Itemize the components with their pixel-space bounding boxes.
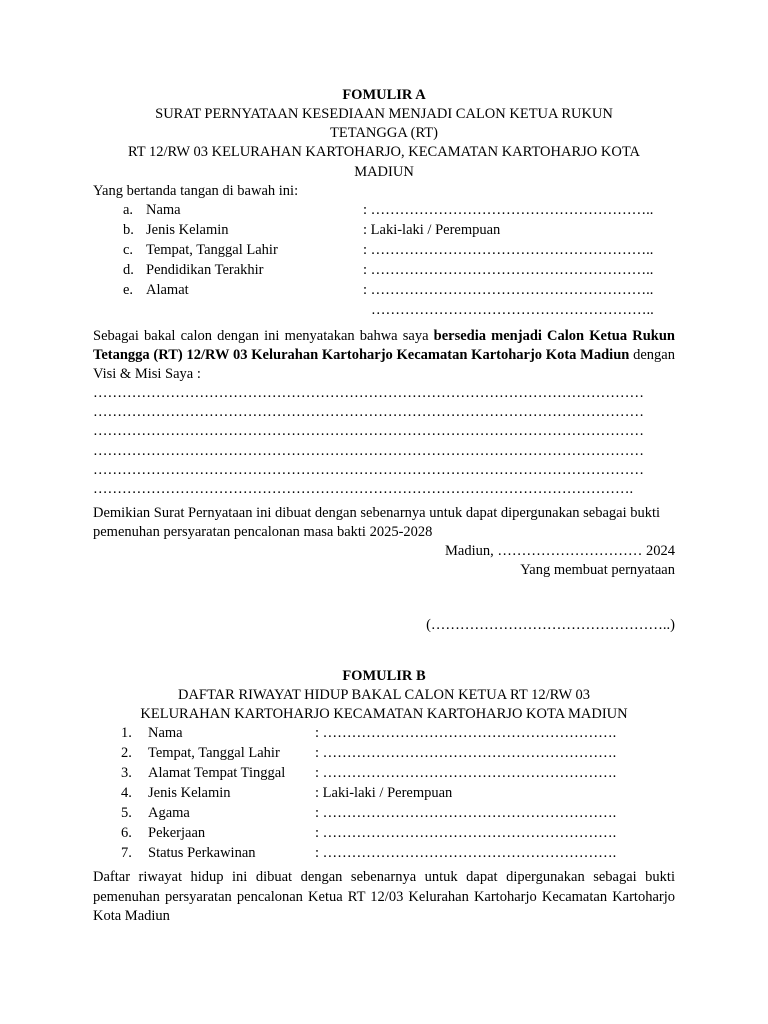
place-date[interactable]: Madiun, ………………………… 2024: [445, 543, 675, 560]
field-number: 7.: [121, 845, 132, 862]
field-label: Jenis Kelamin: [146, 221, 229, 238]
form-a-field-birth: [93, 241, 675, 261]
vision-line[interactable]: ……………………………………………………………………………………………………: [93, 423, 644, 440]
field-marker: d.: [123, 261, 134, 278]
field-number: 5.: [121, 805, 132, 822]
form-a-field-name: [93, 201, 675, 221]
field-label: Alamat Tempat Tinggal: [148, 765, 286, 782]
field-label: Tempat, Tanggal Lahir: [148, 745, 280, 762]
field-value[interactable]: : …………………………………………………..: [363, 261, 654, 278]
field-number: 4.: [121, 785, 132, 802]
form-b-field-religion: [93, 804, 675, 824]
form-a-closing: Demikian Surat Pernyataan ini dibuat dengan sebenarnya untuk dapat dipergunakan sebagai bukti pemenuhan persyaratan pencalonan masa bakti 2025-2028: [93, 504, 661, 540]
form-b-field-birth: [93, 744, 675, 764]
field-value[interactable]: : …………………………………………………..: [363, 281, 654, 298]
field-number: 1.: [121, 725, 132, 742]
vision-line[interactable]: ……………………………………………………………………………………………………: [93, 404, 644, 421]
field-value[interactable]: : …………………………………………………….: [315, 745, 617, 762]
field-value[interactable]: …………………………………………………..: [371, 301, 654, 318]
form-b-closing: Daftar riwayat hidup ini dibuat dengan sebenarnya untuk dapat dipergunakan sebagai bukti pemenuhan persyaratan pencalonan Ketua RT 12/03 Kelurahan Kartoharjo Kecamatan Kartoharjo Kota Madiun: [93, 869, 675, 924]
field-number: 6.: [121, 825, 132, 842]
statement-text-suffix: dengan Visi & Misi Saya :: [93, 346, 675, 382]
form-b-title: FOMULIR B: [342, 668, 426, 684]
field-marker: e.: [123, 281, 134, 298]
form-b-field-marital-status: [93, 844, 675, 864]
signature-line[interactable]: (…………………………………………..): [426, 617, 675, 634]
field-marker: b.: [123, 221, 134, 238]
form-b: [93, 667, 675, 926]
vision-mission-lines: [93, 384, 675, 499]
form-a-subtitle-2: RT 12/RW 03 KELURAHAN KARTOHARJO, KECAMATAN KARTOHARJO KOTA MADIUN: [128, 144, 640, 180]
field-label: Jenis Kelamin: [148, 785, 231, 802]
field-label: Nama: [146, 201, 181, 218]
field-label: Pendidikan Terakhir: [146, 261, 264, 278]
vision-line[interactable]: ……………………………………………………………………………………………………: [93, 442, 644, 459]
form-a: [93, 86, 675, 636]
form-a-statement: [93, 327, 675, 384]
field-marker: c.: [123, 241, 134, 258]
field-label: Agama: [148, 805, 190, 822]
form-a-field-gender: [93, 221, 675, 241]
form-b-subtitle-1: DAFTAR RIWAYAT HIDUP BAKAL CALON KETUA RT 12/RW 03: [177, 687, 591, 704]
field-value[interactable]: : …………………………………………………….: [315, 825, 617, 842]
signer-label: Yang membuat pernyataan: [520, 562, 675, 579]
form-a-field-education: [93, 261, 675, 281]
form-b-field-name: [93, 724, 675, 744]
field-value[interactable]: : …………………………………………………..: [363, 241, 654, 258]
field-value[interactable]: : …………………………………………………….: [315, 845, 617, 862]
field-label: Pekerjaan: [148, 825, 206, 842]
form-b-field-list: [93, 724, 675, 864]
form-a-subtitle-1: SURAT PERNYATAAN KESEDIAAN MENJADI CALON KETUA RUKUN TETANGGA (RT): [155, 106, 613, 142]
form-b-field-gender: [93, 784, 675, 804]
field-number: 3.: [121, 765, 132, 782]
form-a-field-address: [93, 281, 675, 301]
form-b-field-occupation: [93, 824, 675, 844]
vision-line[interactable]: ……………………………………………………………………………………………………: [93, 385, 644, 402]
field-label: Status Perkawinan: [148, 845, 256, 862]
form-a-title: FOMULIR A: [342, 87, 426, 103]
field-marker: a.: [123, 201, 134, 218]
field-value[interactable]: : …………………………………………………….: [315, 805, 617, 822]
field-value[interactable]: : …………………………………………………….: [315, 765, 617, 782]
statement-text: Sebagai bakal calon dengan ini menyatakan bahwa saya: [93, 327, 434, 344]
form-a-field-address-continuation: [93, 301, 675, 321]
field-label: Tempat, Tanggal Lahir: [146, 241, 278, 258]
form-b-subtitle-2: KELURAHAN KARTOHARJO KECAMATAN KARTOHARJO KOTA MADIUN: [140, 706, 628, 723]
field-label: Alamat: [146, 281, 189, 298]
field-value[interactable]: : …………………………………………………..: [363, 201, 654, 218]
vision-line[interactable]: ………………………………………………………………………………………………….: [93, 480, 634, 497]
field-value[interactable]: : Laki-laki / Perempuan: [315, 785, 453, 802]
form-a-field-list: [93, 201, 675, 321]
field-value[interactable]: : Laki-laki / Perempuan: [363, 221, 501, 238]
field-number: 2.: [121, 745, 132, 762]
form-b-field-address: [93, 764, 675, 784]
vision-line[interactable]: ……………………………………………………………………………………………………: [93, 461, 644, 478]
field-label: Nama: [148, 725, 183, 742]
statement-bold-text: bersedia menjadi Calon Ketua Rukun Tetangga (RT) 12/RW 03 Kelurahan Kartoharjo Kecamatan Kartoharjo Kota Madiun: [93, 327, 675, 363]
form-a-intro: Yang bertanda tangan di bawah ini:: [93, 182, 299, 199]
field-value[interactable]: : …………………………………………………….: [315, 725, 617, 742]
